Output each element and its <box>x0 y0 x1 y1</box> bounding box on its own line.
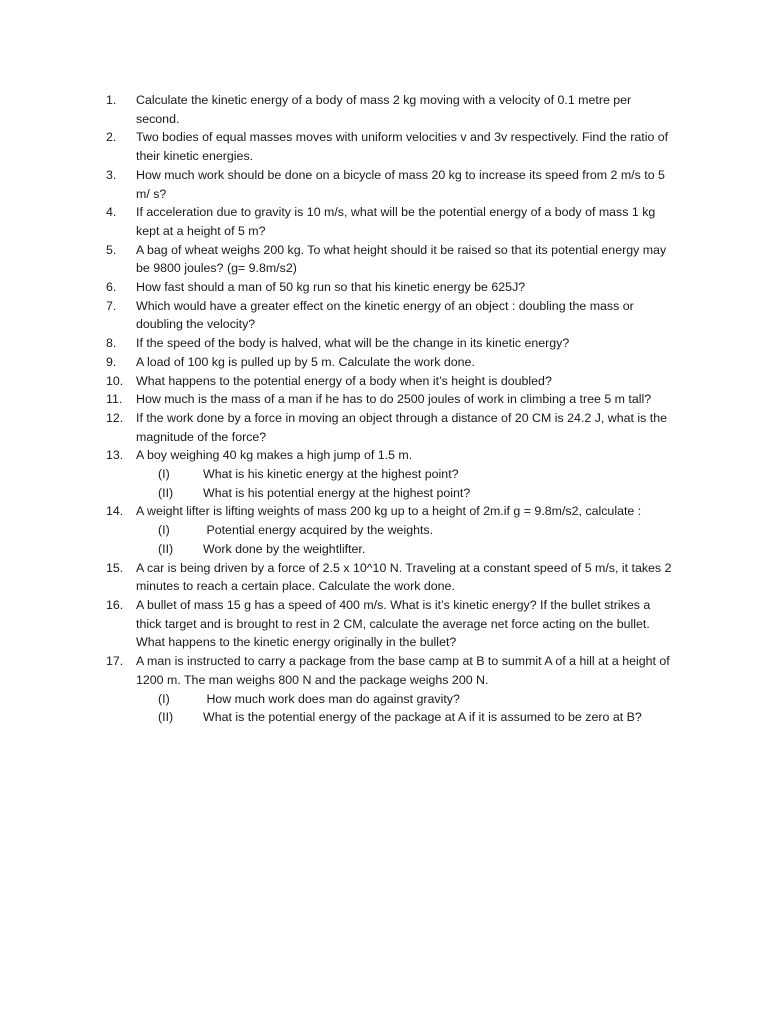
question-text: How much work should be done on a bicycle of mass 20 kg to increase its speed from 2 m/s to 5 m/ s? <box>136 167 665 201</box>
question-text: If the speed of the body is halved, what will be the change in its kinetic energy? <box>136 336 570 351</box>
question-number: 5. <box>106 242 117 257</box>
question-number: 12. <box>106 410 124 425</box>
question-text: What happens to the potential energy of a body when it’s height is doubled? <box>136 373 552 388</box>
question-item <box>106 91 678 128</box>
sub-question-item <box>158 690 658 709</box>
question-item <box>106 652 678 689</box>
question-text: A bag of wheat weighs 200 kg. To what height should it be raised so that its potential energy may be 9800 joules? (g= 9.8m/s2) <box>136 242 667 276</box>
question-item <box>106 409 678 446</box>
question-item <box>106 203 678 240</box>
question-text: Which would have a greater effect on the kinetic energy of an object : doubling the mass or doubling the velocity? <box>136 298 634 332</box>
question-text: A load of 100 kg is pulled up by 5 m. Calculate the work done. <box>136 354 475 369</box>
question-list <box>0 91 768 727</box>
question-text: If acceleration due to gravity is 10 m/s, what will be the potential energy of a body of mass 1 kg kept at a height of 5 m? <box>136 205 656 238</box>
question-number: 13. <box>106 448 124 463</box>
question-number: 15. <box>106 560 124 575</box>
question-item <box>106 128 678 165</box>
sub-question-number: (I) <box>158 467 170 482</box>
question-number: 10. <box>106 373 124 388</box>
question-text: A car is being driven by a force of 2.5 x 10^10 N. Traveling at a constant speed of 5 m/s, it takes 2 minutes to reach a certain place. Calculate the work done. <box>136 560 672 594</box>
question-number: 7. <box>106 298 117 313</box>
question-number: 14. <box>106 504 124 519</box>
sub-question-item <box>158 521 658 540</box>
question-text: Calculate the kinetic energy of a body of mass 2 kg moving with a velocity of 0.1 metre per second. <box>136 93 632 126</box>
sub-question-text: What is his potential energy at the highest point? <box>203 485 471 500</box>
sub-question-number: (II) <box>158 710 174 725</box>
question-number: 11. <box>106 392 123 407</box>
question-number: 3. <box>106 167 117 182</box>
question-item <box>106 166 678 203</box>
question-number: 2. <box>106 130 117 145</box>
question-number: 4. <box>106 205 117 220</box>
sub-question-item <box>158 708 658 727</box>
sub-question-number: (I) <box>158 691 170 706</box>
question-text: How fast should a man of 50 kg run so that his kinetic energy be 625J? <box>136 280 526 295</box>
question-item <box>106 297 678 334</box>
question-item <box>106 446 678 465</box>
sub-question-text: What is his kinetic energy at the highest point? <box>203 467 459 482</box>
question-item <box>106 390 678 409</box>
sub-question-number: (II) <box>158 485 174 500</box>
question-text: A man is instructed to carry a package from the base camp at B to summit A of a hill at a height of 1200 m. The man weighs 800 N and the package weighs 200 N. <box>136 654 670 687</box>
question-item <box>106 596 678 652</box>
question-number: 16. <box>106 597 124 612</box>
sub-question-item <box>158 465 658 484</box>
question-number: 17. <box>106 654 124 669</box>
question-item <box>106 334 678 353</box>
question-text: If the work done by a force in moving an object through a distance of 20 CM is 24.2 J, what is the magnitude of the force? <box>136 410 668 444</box>
question-item <box>106 559 678 596</box>
sub-question-item <box>158 540 658 559</box>
question-number: 9. <box>106 354 117 369</box>
question-item <box>106 241 678 278</box>
question-item <box>106 502 678 521</box>
question-item <box>106 353 678 372</box>
sub-question-text: How much work does man do against gravity? <box>203 691 460 706</box>
question-text: Two bodies of equal masses moves with uniform velocities v and 3v respectively. Find the ratio of their kinetic energies. <box>136 130 669 164</box>
sub-question-text: What is the potential energy of the package at A if it is assumed to be zero at B? <box>203 710 642 725</box>
question-item <box>106 278 678 297</box>
sub-question-text: Potential energy acquired by the weights. <box>203 523 434 538</box>
question-number: 8. <box>106 336 117 351</box>
sub-question-number: (II) <box>158 541 174 556</box>
question-number: 1. <box>106 93 117 107</box>
sub-question-item <box>158 484 658 503</box>
question-text: A boy weighing 40 kg makes a high jump of 1.5 m. <box>136 448 413 463</box>
question-text: A weight lifter is lifting weights of mass 200 kg up to a height of 2m.if g = 9.8m/s2, calculate : <box>136 504 642 519</box>
sub-question-number: (I) <box>158 523 170 538</box>
question-text: A bullet of mass 15 g has a speed of 400 m/s. What is it’s kinetic energy? If the bullet strikes a thick target and is brought to rest in 2 CM, calculate the average net force acting on the bullet. What happens to the kinetic energy originally in the bullet? <box>136 597 651 650</box>
sub-question-text: Work done by the weightlifter. <box>203 541 366 556</box>
question-text: How much is the mass of a man if he has to do 2500 joules of work in climbing a tree 5 m tall? <box>136 392 652 407</box>
question-item <box>106 372 678 391</box>
question-number: 6. <box>106 280 117 295</box>
